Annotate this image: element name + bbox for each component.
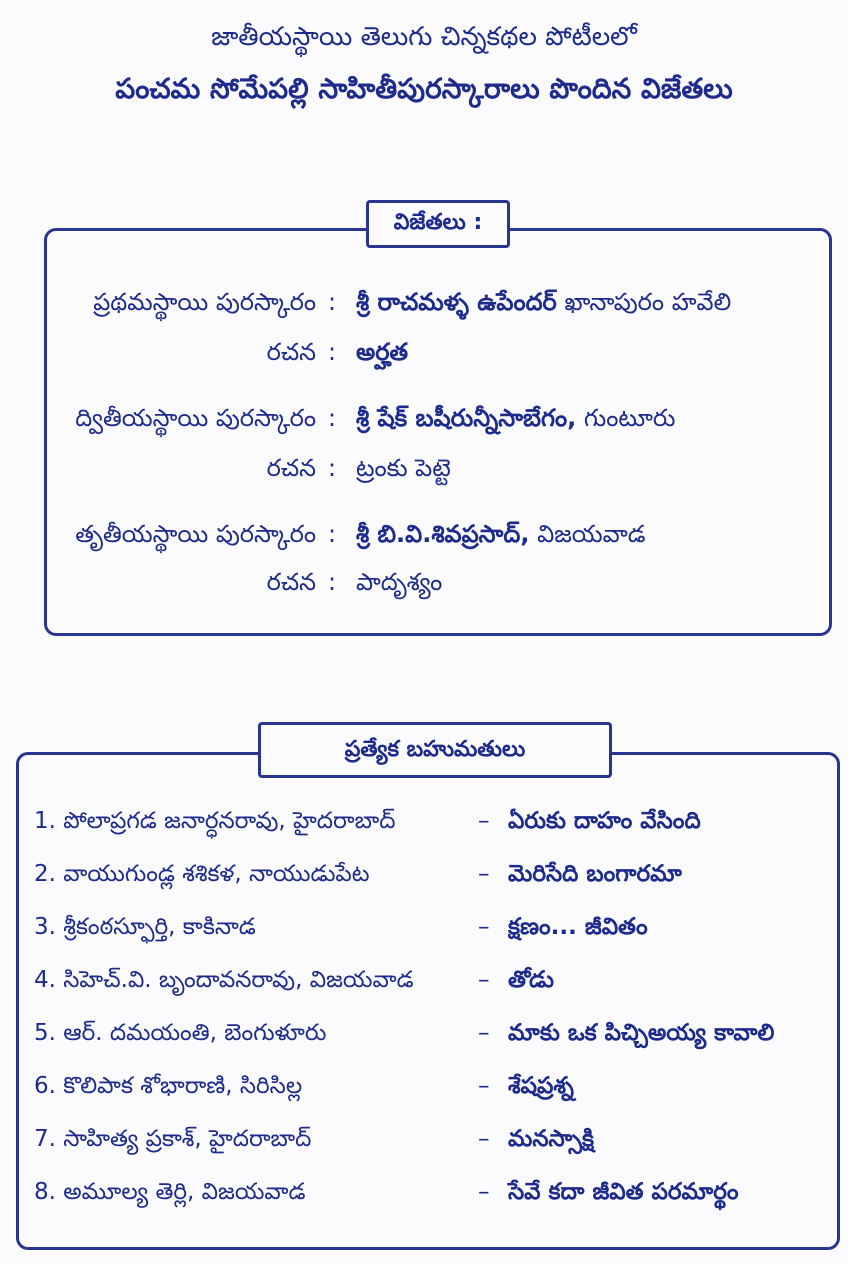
prize-author: 3. శ్రీకంఠస్ఫూర్తి, కాకినాడ xyxy=(34,914,256,940)
winner-work-row xyxy=(0,338,848,378)
prize-author: 4. సిహెచ్.వి. బృందావనరావు, విజయవాడ xyxy=(34,967,414,993)
winner-award-row xyxy=(0,288,848,328)
dash: – xyxy=(478,914,490,940)
work-title: అర్హత xyxy=(356,338,409,366)
winner-place: గుంటూరు xyxy=(583,404,676,432)
dash: – xyxy=(478,1126,490,1152)
prize-story: తోడు xyxy=(508,967,554,993)
winner-award-row xyxy=(0,404,848,444)
dash: – xyxy=(478,1179,490,1205)
prize-story: మెరిసేది బంగారమా xyxy=(508,861,682,887)
colon: : xyxy=(327,454,337,482)
work-label: రచన xyxy=(266,568,316,596)
special-prizes-title: ప్రత్యేక బహుమతులు xyxy=(258,722,612,778)
prize-story: మనస్సాక్షి xyxy=(508,1126,594,1152)
prize-story: క్షణం... జీవితం xyxy=(508,914,648,940)
heading-line-2: పంచమ సోమేపల్లి సాహితీపురస్కారాలు పొందిన విజేతలు xyxy=(115,72,733,105)
dash: – xyxy=(478,861,490,887)
work-label: రచన xyxy=(266,338,316,366)
colon: : xyxy=(327,338,337,366)
award-label: ప్రథమస్థాయి పురస్కారం xyxy=(93,288,316,316)
dash: – xyxy=(478,1020,490,1046)
prize-author: 1. పోలాప్రగడ జనార్ధనరావు, హైదరాబాద్ xyxy=(34,808,396,834)
colon: : xyxy=(327,568,337,596)
winner-award-row xyxy=(0,520,848,560)
winner-work-row xyxy=(0,454,848,494)
prize-story: శేషప్రశ్న xyxy=(508,1073,574,1099)
prize-story: ఏరుకు దాహం వేసింది xyxy=(508,808,701,834)
heading-line-1: జాతీయస్థాయి తెలుగు చిన్నకథల పోటీలలో xyxy=(211,22,637,52)
colon: : xyxy=(327,288,337,316)
winner-name-place xyxy=(356,404,675,438)
award-label: తృతీయస్థాయి పురస్కారం xyxy=(75,520,316,548)
prize-story: సేవే కదా జీవిత పరమార్థం xyxy=(508,1179,739,1205)
winner-name: శ్రీ షేక్ బషీరున్నీసాబేగం, xyxy=(356,404,577,432)
prize-author: 8. అమూల్య తెర్లి, విజయవాడ xyxy=(34,1179,306,1205)
work-label: రచన xyxy=(266,454,316,482)
winner-name: శ్రీ బి.వి.శివప్రసాద్, xyxy=(356,520,530,548)
winner-name-place xyxy=(356,520,646,554)
colon: : xyxy=(327,404,337,432)
prize-author: 2. వాయుగుండ్ల శశికళ, నాయుడుపేట xyxy=(34,861,370,887)
winner-name-place xyxy=(356,288,731,322)
dash: – xyxy=(478,967,490,993)
award-label: ద్వితీయస్థాయి పురస్కారం xyxy=(75,404,316,432)
winner-place: ఖానాపురం హవేలి xyxy=(564,288,732,316)
winner-name: శ్రీ రాచమళ్ళ ఉపేందర్ xyxy=(356,288,557,316)
winner-place: విజయవాడ xyxy=(537,520,646,548)
prize-author: 7. సాహిత్య ప్రకాశ్, హైదరాబాద్ xyxy=(34,1126,312,1152)
winner-work-row xyxy=(0,568,848,608)
prize-author: 5. ఆర్. దమయంతి, బెంగుళూరు xyxy=(34,1020,327,1046)
work-title: ట్రంకు పెట్టె xyxy=(356,454,451,482)
winners-section-title: విజేతలు : xyxy=(366,200,510,248)
work-title: పాదృశ్యం xyxy=(356,568,443,596)
prize-story: మాకు ఒక పిచ్చిఅయ్య కావాలి xyxy=(508,1020,775,1046)
dash: – xyxy=(478,808,490,834)
dash: – xyxy=(478,1073,490,1099)
colon: : xyxy=(327,520,337,548)
prize-author: 6. కొలిపాక శోభారాణి, సిరిసిల్ల xyxy=(34,1073,303,1099)
